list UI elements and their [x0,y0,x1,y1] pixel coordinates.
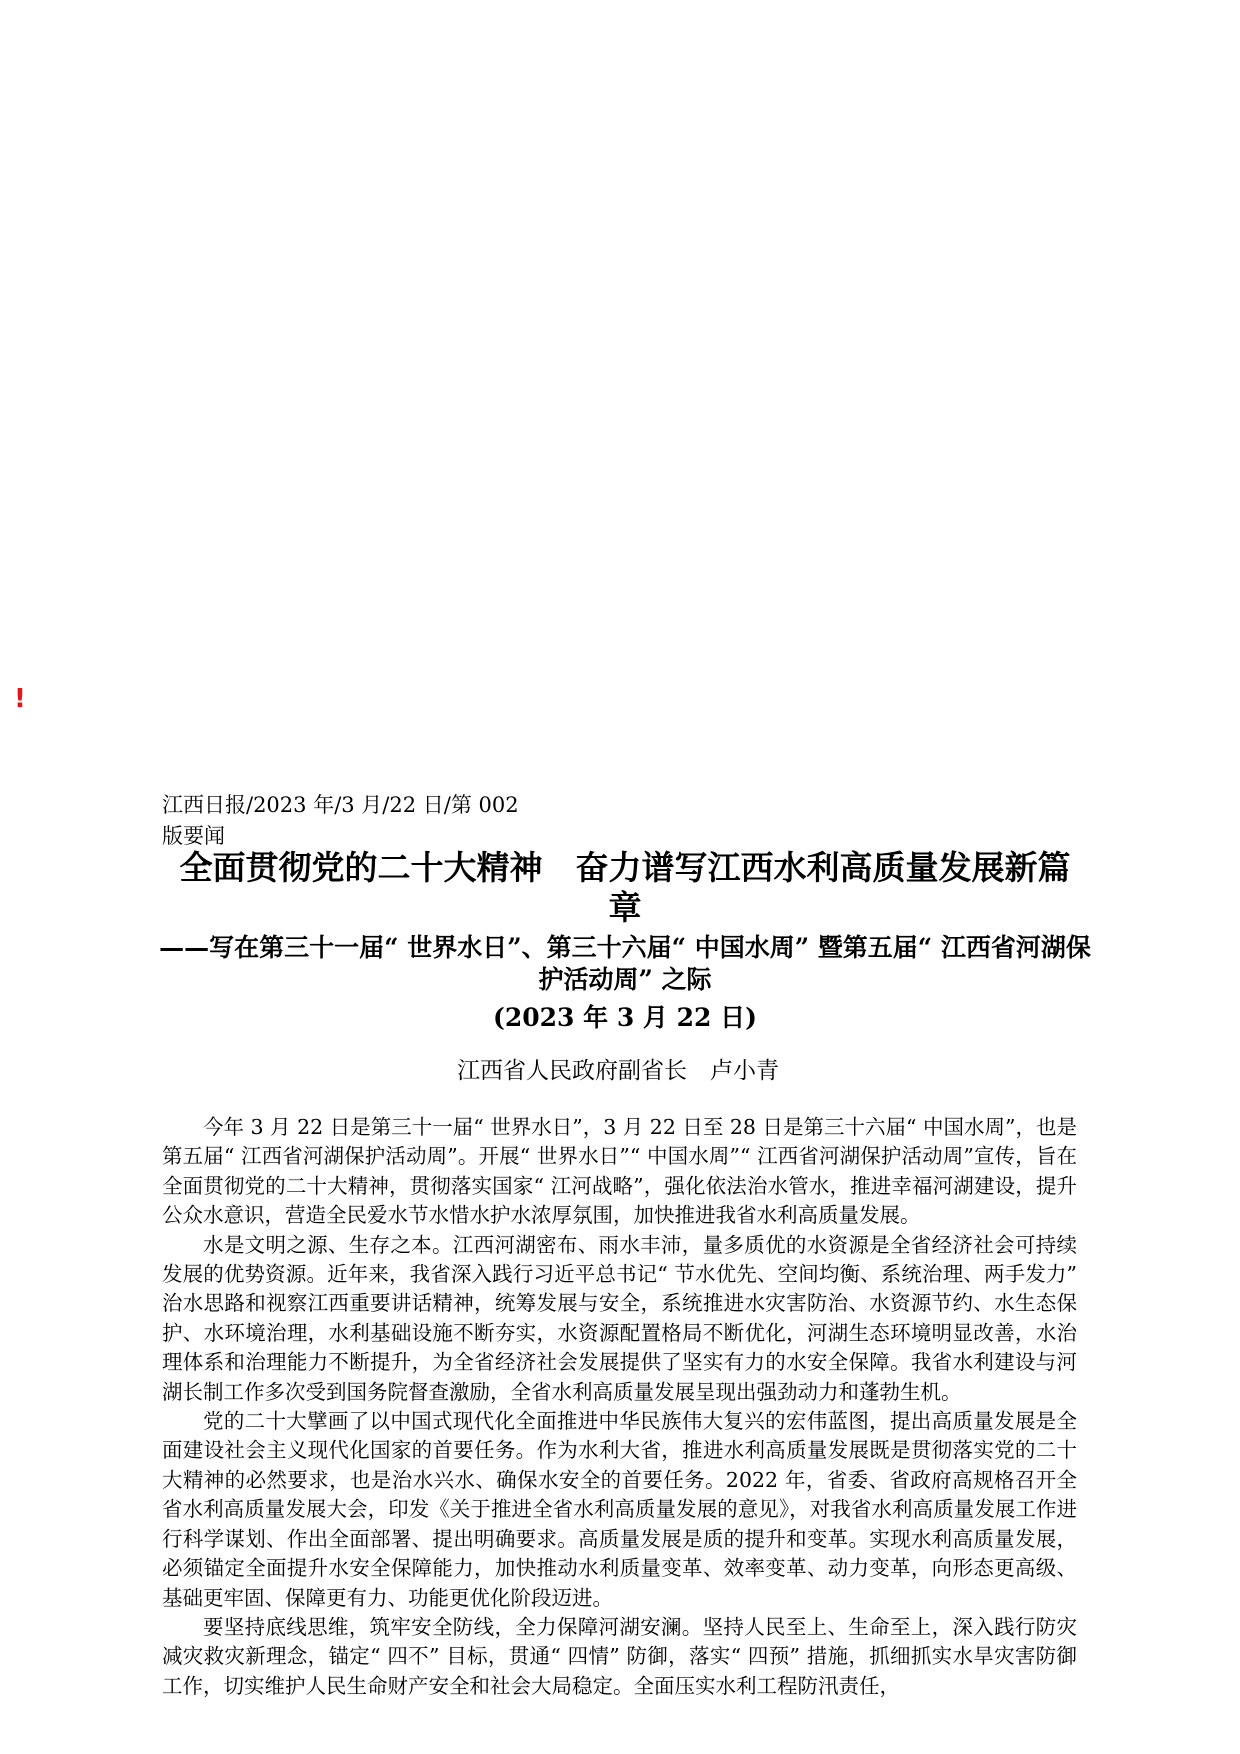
red-exclamation-mark: ! [14,684,26,714]
article-heading [150,848,1100,1034]
paragraph: 水是文明之源、生存之本。江西河湖密布、雨水丰沛，量多质优的水资源是全省经济社会可持续发展的优势资源。近年来，我省深入践行习近平总书记“ 节水优先、空间均衡、系统治理、两手发力” 治水思路和视察江西重要讲话精神，统筹发展与安全，系统推进水灾害防治、水资源节约、水生态保护、水环境治理，水利基础设施不断夯实，水资源配置格局不断优化，河湖生态环境明显改善，水治理体系和治理能力不断提升，为全省经济社会发展提供了坚实有力的水安全保障。我省水利建设与河湖长制工作多次受到国务院督查激励，全省水利高质量发展呈现出强劲动力和蓬勃生机。 [162,1232,1077,1404]
article-meta [162,790,562,852]
section-line: 版要闻 [162,824,225,848]
article-title: 全面贯彻党的二十大精神 奋力谱写江西水利高质量发展新篇章 [179,848,1071,927]
article-author: 江西省人民政府副省长 卢小青 [457,1058,779,1084]
article-subtitle: ——写在第三十一届“ 世界水日”、第三十六届“ 中国水周” 暨第五届“ 江西省河湖保护活动周” 之际 [159,933,1091,994]
article-body [162,1113,1077,1701]
paragraph: 要坚持底线思维，筑牢安全防线，全力保障河湖安澜。坚持人民至上、生命至上，深入践行防灾减灾救灾新理念，锚定“ 四不” 目标，贯通“ 四情” 防御，落实“ 四预” 措施，抓细抓实水旱灾害防御工作，切实维护人民生命财产安全和社会大局稳定。全面压实水利工程防汛责任， [162,1614,1077,1698]
paragraph: 今年 3 月 22 日是第三十一届“ 世界水日”，3 月 22 日至 28 日是第三十六届“ 中国水周”，也是第五届“ 江西省河湖保护活动周”。开展“ 世界水日”“ 中国水周”“ 江西省河湖保护活动周”宣传，旨在全面贯彻党的二十大精神，贯彻落实国家“ 江河战略”，强化依法治水管水，推进幸福河湖建设，提升公众水意识，营造全民爱水节水惜水护水浓厚氛围，加快推进我省水利高质量发展。 [162,1115,1077,1228]
article-date: (2023 年 3 月 22 日) [493,1003,757,1032]
source-line: 江西日报/2023 年/3 月/22 日/第 002 [162,793,519,817]
paragraph: 党的二十大擘画了以中国式现代化全面推进中华民族伟大复兴的宏伟蓝图，提出高质量发展是全面建设社会主义现代化国家的首要任务。作为水利大省，推进水利高质量发展既是贯彻落实党的二十大精神的必然要求，也是治水兴水、确保水安全的首要任务。2022 年，省委、省政府高规格召开全省水利高质量发展大会，印发《关于推进全省水利高质量发展的意见》，对我省水利高质量发展工作进行科学谋划、作出全面部署、提出明确要求。高质量发展是质的提升和变革。实现水利高质量发展，必须锚定全面提升水安全保障能力，加快推动水利质量变革、效率变革、动力变革，向形态更高级、基础更牢固、保障更有力、功能更优化阶段迈进。 [162,1409,1077,1610]
